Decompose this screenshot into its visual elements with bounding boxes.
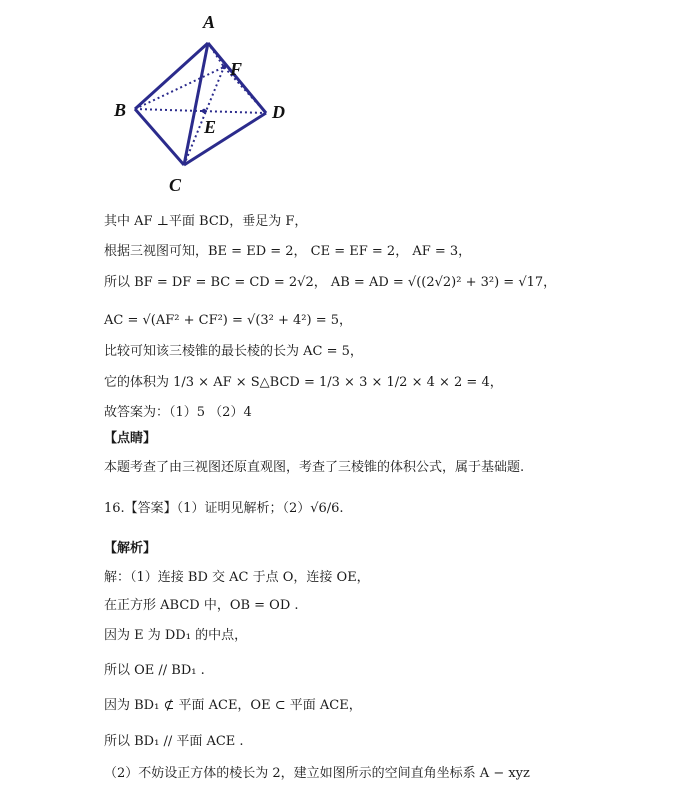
text-line-13: 因为 BD₁ ⊄ 平面 ACE，OE ⊂ 平面 ACE， bbox=[104, 698, 362, 713]
text-line-6: 它的体积为 1/3 × AF × S△BCD = 1/3 × 3 × 1/2 × 4 × 2 = 4， bbox=[104, 375, 503, 390]
label-C: C bbox=[169, 175, 182, 195]
text-line-3: 所以 BF = DF = BC = CD = 2√2， AB = AD = √((2√2)² + 3²) = √17， bbox=[104, 275, 557, 290]
label-A: A bbox=[203, 12, 216, 32]
edge-BD-hidden bbox=[135, 109, 266, 113]
tetrahedron-diagram bbox=[100, 5, 300, 200]
edge-BC bbox=[135, 109, 184, 165]
label-D: D bbox=[272, 102, 285, 122]
text-line-14: 所以 BD₁ // 平面 ACE . bbox=[104, 734, 244, 749]
text-line-11: 因为 E 为 DD₁ 的中点， bbox=[104, 628, 248, 643]
text-line-12: 所以 OE // BD₁ . bbox=[104, 663, 205, 678]
section-heading-jiexi: 【解析】 bbox=[104, 541, 157, 556]
tetrahedron-figure bbox=[100, 5, 300, 200]
text-line-1: 其中 AF ⊥平面 BCD，垂足为 F， bbox=[104, 214, 308, 229]
text-line-5: 比较可知该三棱锥的最长棱的长为 AC = 5， bbox=[104, 344, 363, 359]
label-F: F bbox=[230, 59, 243, 79]
text-line-15: （2）不妨设正方体的棱长为 2，建立如图所示的空间直角坐标系 A − xyz bbox=[104, 766, 530, 781]
text-line-10: 在正方形 ABCD 中，OB = OD . bbox=[104, 598, 299, 613]
text-line-4: AC = √(AF² + CF²) = √(3² + 4²) = 5， bbox=[104, 313, 353, 328]
section-heading-dianjing: 【点睛】 bbox=[104, 431, 157, 446]
segment-CF-hidden bbox=[184, 67, 224, 165]
point-E bbox=[202, 109, 206, 113]
text-line-7: 故答案为：（1）5 （2）4 bbox=[104, 405, 252, 420]
text-line-8: 本题考查了由三视图还原直观图，考查了三棱锥的体积公式，属于基础题. bbox=[104, 460, 525, 475]
text-line-2: 根据三视图可知，BE = ED = 2， CE = EF = 2， AF = 3， bbox=[104, 244, 472, 259]
segment-BF-hidden bbox=[135, 67, 224, 109]
edge-CD bbox=[184, 113, 266, 165]
label-B: B bbox=[114, 100, 127, 120]
point-F bbox=[222, 65, 226, 69]
text-line-9: 解：（1）连接 BD 交 AC 于点 O，连接 OE， bbox=[104, 570, 370, 585]
label-E: E bbox=[204, 117, 217, 137]
answer-line: 16.【答案】（1）证明见解析；（2）√6/6. bbox=[104, 501, 344, 516]
